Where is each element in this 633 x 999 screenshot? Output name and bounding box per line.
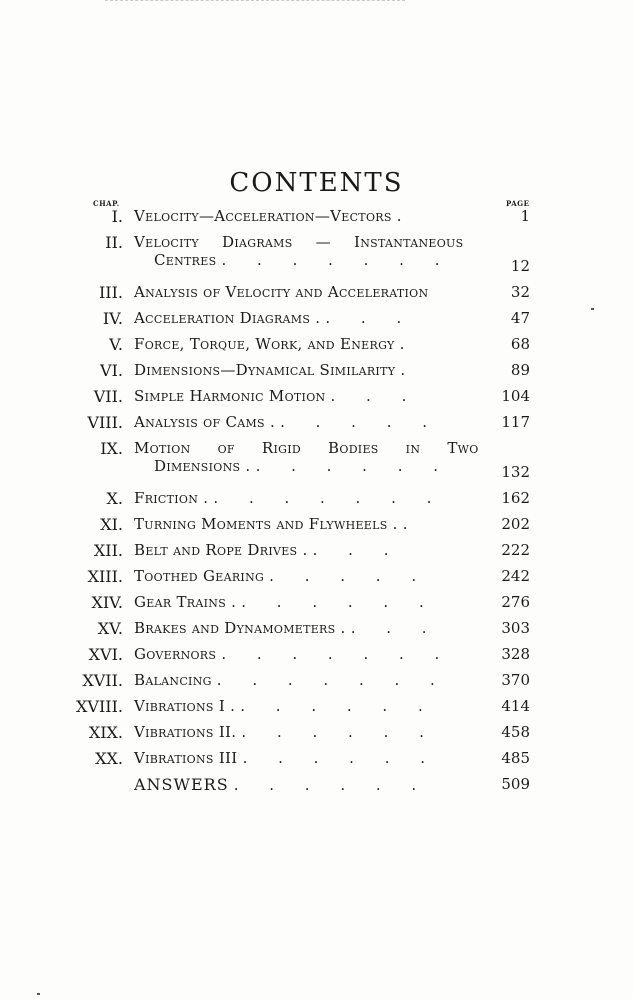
answers-title: ANSWERS bbox=[134, 775, 229, 794]
page-number: 509 bbox=[501, 775, 530, 793]
toc-entry[interactable]: X. Friction . . . . . . . . 162 bbox=[106, 489, 530, 508]
chapter-title: Motion of Rigid Bodies in Two bbox=[134, 439, 479, 457]
page-number: 1 bbox=[520, 207, 530, 225]
chapter-number: IX. bbox=[100, 439, 123, 458]
table-of-contents bbox=[0, 203, 633, 797]
chapter-title: Turning Moments and Flywheels . bbox=[134, 515, 398, 533]
chapter-number: XVII. bbox=[82, 671, 123, 690]
toc-entry[interactable]: XVIII. Vibrations I . . . . . . . 414 bbox=[76, 697, 530, 716]
chapter-title: Simple Harmonic Motion bbox=[134, 387, 326, 405]
page-number: 242 bbox=[501, 567, 530, 585]
chapter-title: Friction . bbox=[134, 489, 209, 507]
chapter-title: Vibrations III bbox=[134, 749, 238, 767]
page-number: 414 bbox=[501, 697, 530, 715]
page-number: 485 bbox=[501, 749, 530, 767]
toc-entry[interactable]: XVII. Balancing . . . . . . . 370 bbox=[82, 671, 530, 690]
page-number: 222 bbox=[501, 541, 530, 559]
page-number: 32 bbox=[510, 283, 530, 301]
chapter-number: XIII. bbox=[87, 567, 123, 586]
toc-entry[interactable] bbox=[0, 279, 633, 305]
chapter-title: Analysis of Cams . bbox=[134, 413, 276, 431]
chapter-column-header: CHAP. bbox=[93, 199, 120, 208]
page-number: 370 bbox=[501, 671, 530, 689]
scan-speck bbox=[591, 308, 594, 310]
chapter-number: I. bbox=[111, 207, 123, 226]
chapter-number: XVIII. bbox=[76, 697, 123, 716]
page-number: 458 bbox=[501, 723, 530, 741]
page-number: 162 bbox=[501, 489, 530, 507]
chapter-number: XII. bbox=[93, 541, 123, 560]
page-number: 12 bbox=[510, 257, 530, 275]
chapter-number: XX. bbox=[95, 749, 123, 768]
chapter-title: Vibrations II. bbox=[134, 723, 237, 741]
toc-entry[interactable]: XIX. Vibrations II. . . . . . . 458 bbox=[88, 723, 530, 742]
chapter-number: III. bbox=[98, 283, 123, 302]
chapter-number: XV. bbox=[97, 619, 123, 638]
toc-entry[interactable]: IV. Acceleration Diagrams . . . . 47 bbox=[102, 309, 530, 328]
chapter-title: Belt and Rope Drives . bbox=[134, 541, 308, 559]
chapter-title-continued: Dimensions . bbox=[154, 457, 251, 475]
page-number: 132 bbox=[501, 463, 530, 481]
page-number: 104 bbox=[501, 387, 530, 405]
chapter-number: XIV. bbox=[91, 593, 123, 612]
toc-entry[interactable]: XV. Brakes and Dynamometers . . . . 303 bbox=[97, 619, 530, 638]
toc-entry[interactable]: VI. Dimensions—Dynamical Similarity . 89 bbox=[100, 361, 530, 380]
toc-entry[interactable]: XIII. Toothed Gearing . . . . . 242 bbox=[87, 567, 530, 586]
chapter-title: Velocity Diagrams — Instantaneous bbox=[134, 233, 464, 251]
chapter-number: VII. bbox=[93, 387, 123, 406]
page-number: 202 bbox=[501, 515, 530, 533]
chapter-title: Toothed Gearing bbox=[134, 567, 265, 585]
toc-entry[interactable]: XIV. Gear Trains . . . . . . . 276 bbox=[91, 593, 530, 612]
top-edge-rule bbox=[105, 0, 405, 4]
chapter-title-continued: Centres bbox=[154, 251, 217, 269]
page-number: 68 bbox=[510, 335, 530, 353]
chapter-title: Velocity—Acceleration—Vectors . bbox=[134, 207, 402, 225]
page-title: CONTENTS bbox=[229, 168, 404, 198]
toc-entry[interactable]: V. Force, Torque, Work, and Energy . 68 bbox=[109, 335, 530, 354]
scan-speck bbox=[37, 993, 40, 995]
chapter-title: Gear Trains . bbox=[134, 593, 237, 611]
toc-entry[interactable]: XII. Belt and Rope Drives . . . . 222 bbox=[93, 541, 530, 560]
chapter-title: Acceleration Diagrams . bbox=[134, 309, 321, 327]
chapter-title: Governors bbox=[134, 645, 217, 663]
chapter-number: VIII. bbox=[87, 413, 123, 432]
chapter-number: II. bbox=[105, 233, 123, 252]
chapter-title: Balancing bbox=[134, 671, 212, 689]
chapter-number: X. bbox=[106, 489, 123, 508]
page-number: 303 bbox=[501, 619, 530, 637]
toc-entry[interactable]: VII. Simple Harmonic Motion . . . 104 bbox=[93, 387, 530, 406]
chapter-title: Analysis of Velocity and Acceleration bbox=[134, 283, 429, 301]
chapter-number: XI. bbox=[100, 515, 123, 534]
toc-entry[interactable]: XVI. Governors . . . . . . . 328 bbox=[88, 645, 530, 664]
page-number: 117 bbox=[501, 413, 530, 431]
chapter-title: Force, Torque, Work, and Energy bbox=[134, 335, 395, 353]
chapter-title: Dimensions—Dynamical Similarity bbox=[134, 361, 396, 379]
chapter-title: Vibrations I . bbox=[134, 697, 236, 715]
chapter-title: Brakes and Dynamometers . bbox=[134, 619, 346, 637]
chapter-number: XVI. bbox=[88, 645, 123, 664]
chapter-number: IV. bbox=[102, 309, 123, 328]
toc-entry-answers[interactable]: ANSWERS . . . . . . 509 bbox=[134, 775, 530, 794]
page-number: 47 bbox=[510, 309, 530, 327]
toc-entry[interactable]: VIII. Analysis of Cams . . . . . . 117 bbox=[87, 413, 530, 432]
page-number: 276 bbox=[501, 593, 530, 611]
page-number: 89 bbox=[510, 361, 530, 379]
page-number: 328 bbox=[501, 645, 530, 663]
toc-entry[interactable]: XX. Vibrations III . . . . . . 485 bbox=[95, 749, 530, 768]
toc-entry[interactable]: XI. Turning Moments and Flywheels . . 202 bbox=[100, 515, 530, 534]
toc-entry[interactable]: II. Velocity Diagrams — Instantaneous Centres . . . . . . . 12 bbox=[105, 233, 530, 275]
chapter-number: VI. bbox=[100, 361, 123, 380]
chapter-number: XIX. bbox=[88, 723, 123, 742]
chapter-number: V. bbox=[109, 335, 123, 354]
page-column-header: PAGE bbox=[506, 199, 530, 208]
toc-entry[interactable]: IX. Motion of Rigid Bodies in Two Dimensions . . . . . . . 132 bbox=[100, 439, 530, 481]
toc-entry[interactable] bbox=[0, 203, 633, 229]
